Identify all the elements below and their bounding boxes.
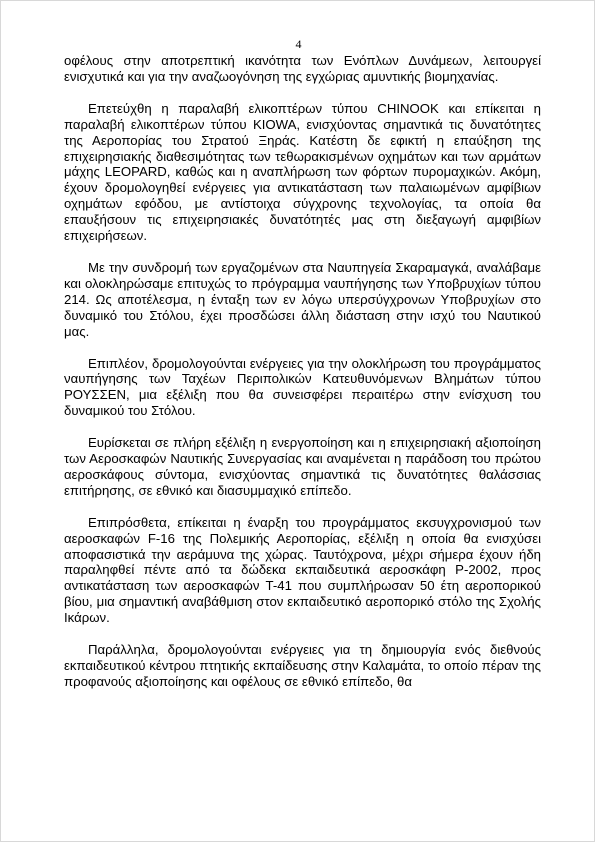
page-number: 4 <box>295 37 302 51</box>
paragraph-training-center: Παράλληλα, δρομολογούνται ενέργειες για τη δημιουργία ενός διεθνούς εκπαιδευτικού κέντρου πτητικής εκπαίδευσης στην Καλαμάτα, το οποίο πέραν της προφανούς αξιοποίησης και οφέλους σε εθνικό επίπεδο, θα <box>64 642 541 689</box>
paragraph-f16-upgrade: Επιπρόσθετα, επίκειται η έναρξη του προγράμματος εκσυγχρονισμού των αεροσκαφών F-16 της Πολεμικής Αεροπορίας, εξέλιξη η οποία θα ενισχύσει αποφασιστικά την αεράμυνα της χώρας. Ταυτόχρονα, μέχρι σήμερα έχουν ήδη παραληφθεί πέντε από τα δώδεκα εκπαιδευτικά αεροσκάφη P-2002, προς αντικατάσταση των αεροσκαφών T-41 που συμπλήρωσαν 50 έτη αεροπορικού βίου, μια σημαντική αναβάθμιση στον εκπαιδευτικό αεροπορικό στόλο της Σχολής Ικάρων. <box>64 514 541 626</box>
paragraph-naval-cooperation-aircraft: Ευρίσκεται σε πλήρη εξέλιξη η ενεργοποίηση και η επιχειρησιακή αξιοποίηση των Αεροσκαφών Ναυτικής Συνεργασίας και αναμένεται η παράδοση του πρώτου αεροσκάφους σύντομα, ενισχύοντας σημαντικά τις δυνατότητες θαλάσσιας επιτήρησης, σε εθνικό και διασυμμαχικό επίπεδο. <box>64 435 541 498</box>
paragraph-submarines: Με την συνδρομή των εργαζομένων στα Ναυπηγεία Σκαραμαγκά, αναλάβαμε και ολοκληρώσαμε επιτυχώς το πρόγραμμα ναυπήγησης των Υποβρυχίων τύπου 214. Ως αποτέλεσμα, η ένταξη των εν λόγω υπερσύγχρονων Υποβρυχίων στο δυναμικό του Στόλου, έχει προσδώσει άλλη διάσταση στην ισχύ του Ναυτικού μας. <box>64 259 541 339</box>
document-body <box>64 53 541 690</box>
paragraph-helicopters: Επετεύχθη η παραλαβή ελικοπτέρων τύπου CHINOOK και επίκειται η παραλαβή ελικοπτέρων τύπου KIOWA, ενισχύοντας σημαντικά τις δυνατότητες της Αεροπορίας του Στρατού Ξηράς. Κατέστη δε εφικτή η επαύξηση της επιχειρησιακής διαθεσιμότητας των τεθωρακισμένων οχημάτων και των αρμάτων μάχης LEOPARD, καθώς και η αναπλήρωση των φόρτων πυρομαχικών. Ακόμη, έχουν δρομολογηθεί ενέργειες για αντικατάσταση των παλαιωμένων αμφίβιων οχημάτων εφόδου, με αντίστοιχα σύγχρονης τεχνολογίας, τα οποία θα επαυξήσουν τις επιχειρησιακές δυνατότητές μας στη διεξαγωγή αμφιβίων επιχειρήσεων. <box>64 100 541 244</box>
paragraph-continuation: οφέλους στην αποτρεπτική ικανότητα των Ενόπλων Δυνάμεων, λειτουργεί ενισχυτικά και για την αναζωογόνηση της εγχώριας αμυντικής βιομηχανίας. <box>64 53 541 84</box>
paragraph-fast-patrol-boats: Επιπλέον, δρομολογούνται ενέργειες για την ολοκλήρωση του προγράμματος ναυπήγησης των Ταχέων Περιπολικών Κατευθυνόμενων Βλημάτων τύπου ΡΟΥΣΣΕΝ, μια εξέλιξη που θα συνεισφέρει περαιτέρω στην ενίσχυση του δυναμικού του Στόλου. <box>64 355 541 419</box>
